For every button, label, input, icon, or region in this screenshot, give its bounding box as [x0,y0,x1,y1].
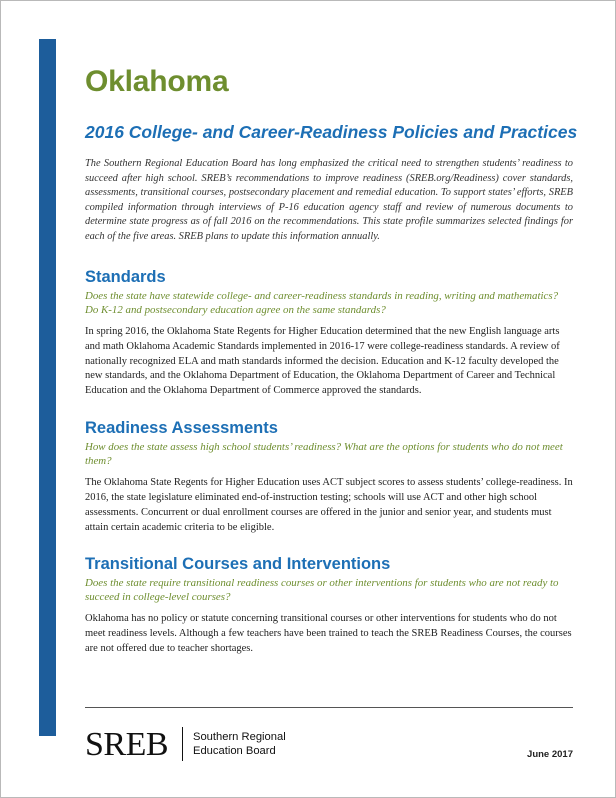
section-heading: Transitional Courses and Interventions [85,554,391,573]
page-footer [85,725,573,765]
section-heading: Readiness Assessments [85,418,278,437]
org-name-line-1: Southern Regional [193,731,286,743]
section-heading: Standards [85,267,166,286]
sreb-logo: SREB [85,726,169,763]
section-body: In spring 2016, the Oklahoma State Regents for Higher Education determined that the new English language arts and math Oklahoma Academic Standards implemented in 2016-17 were college-readiness standards. A review of nationally recognized ELA and math standards informed the decision. Education and K-12 faculty developed the new standards, and the Oklahoma Department of Education, the Oklahoma Department of Career and Technical Education and the Oklahoma Department of Commerce approved the standards. [85,325,560,397]
page-content [85,63,578,656]
section-body: Oklahoma has no policy or statute concerning transitional courses or other interventions for students who do not meet readiness levels. Although a few teachers have been trained to teach the SREB Readiness Courses, the courses are not offered due to teacher shortages. [85,612,572,654]
intro-paragraph: The Southern Regional Education Board has long emphasized the critical need to strengthen students’ readiness to succeed after high school. SREB’s recommendations to improve readiness (SREB.org/Readiness) cover standards, assessments, transitional courses, postsecondary placement and remedial education. To support states’ efforts, SREB compiled information through interviews of P-16 education agency staff and review of numerous documents to determine state progress as of fall 2016 on the recommendations. This state profile summarizes selected findings for each of the five areas. SREB plans to update this information annually. [85,158,573,242]
section-question: Does the state have statewide college- and career-readiness standards in reading, writing and mathematics? Do K-12 and postsecondary education agree on the same standards? [85,289,559,316]
logo-divider [182,727,183,761]
page-title: Oklahoma [85,65,229,98]
side-accent-bar [39,39,56,736]
section-readiness-assessments [85,418,573,536]
page-subtitle: 2016 College- and Career-Readiness Policies and Practices [85,122,578,142]
section-question: Does the state require transitional readiness courses or other interventions for students who are not ready to succeed in college-level courses? [85,576,559,603]
organization-name [193,730,286,758]
footer-divider [85,707,573,708]
section-standards [85,267,573,399]
publication-date: June 2017 [527,749,573,760]
org-name-line-2: Education Board [193,745,276,757]
section-question: How does the state assess high school students’ readiness? What are the options for students who do not meet them? [85,440,563,468]
section-body: The Oklahoma State Regents for Higher Education uses ACT subject scores to assess students’ college-readiness. In 2016, the state legislature eliminated end-of-instruction testing; schools will use ACT and other high school assessments. Concurrent or dual enrollment courses are offered in the junior and senior year, and students must attain certain academic criteria to be eligible. [85,477,573,533]
section-transitional-courses [85,554,573,657]
